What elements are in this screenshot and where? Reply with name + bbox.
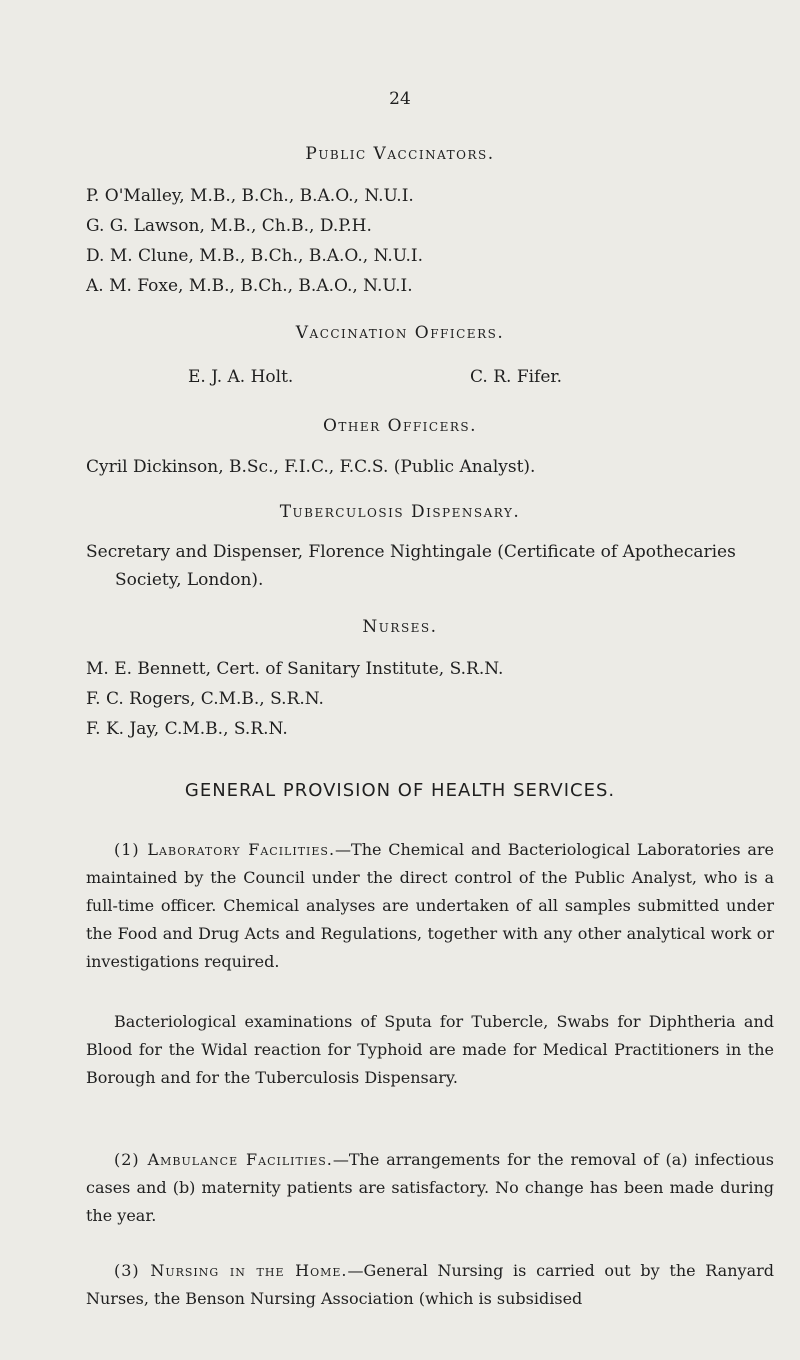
paragraph-lead: (3) Nursing in the Home. (114, 1261, 348, 1280)
public-vaccinators-heading: Public Vaccinators. (305, 144, 495, 164)
vaccinator-name: A. M. Foxe, M.B., B.Ch., B.A.O., N.U.I. (86, 276, 413, 296)
dispensary-secretary-line: Society, London). (115, 570, 264, 590)
paragraph-nursing (86, 1257, 774, 1313)
nurses-heading: Nurses. (362, 617, 438, 637)
paragraph-laboratory (86, 836, 774, 976)
nurse-name: M. E. Bennett, Cert. of Sanitary Institute, S.R.N. (86, 659, 504, 679)
vaccinator-name: D. M. Clune, M.B., B.Ch., B.A.O., N.U.I. (86, 246, 424, 266)
paragraph-lead: (2) Ambulance Facilities. (114, 1150, 333, 1169)
paragraph-text: —The Chemical and Bacteriological Laboratories are maintained by the Council under the direct control of the Public Analyst, who is a full-time officer. Chemical analyses are undertaken of all samples submitted under the Food and Drug Acts and Regulations, together with any other analytical work or investigations required. (86, 840, 774, 971)
nurse-name: F. C. Rogers, C.M.B., S.R.N. (86, 689, 324, 709)
paragraph-text: —General Nursing is carried out by the Ranyard Nurses, the Benson Nursing Association (which is subsidised (86, 1261, 774, 1308)
paragraph-text: Bacteriological examinations of Sputa for Tubercle, Swabs for Diphtheria and Blood for the Widal reaction for Typhoid are made for Medical Practitioners in the Borough and for the Tuberculosis Dispensary. (86, 1012, 774, 1087)
nurse-name: F. K. Jay, C.M.B., S.R.N. (86, 719, 288, 739)
vaccination-officer-name: E. J. A. Holt. (188, 367, 294, 387)
page-number: 24 (389, 89, 411, 109)
general-provision-title: GENERAL PROVISION OF HEALTH SERVICES. (184, 780, 616, 801)
other-officer-name: Cyril Dickinson, B.Sc., F.I.C., F.C.S. (Public Analyst). (86, 457, 536, 477)
other-officers-heading: Other Officers. (322, 416, 478, 436)
paragraph-bacteriological (86, 1008, 774, 1092)
vaccinator-name: P. O'Malley, M.B., B.Ch., B.A.O., N.U.I. (86, 186, 414, 206)
vaccination-officers-heading: Vaccination Officers. (295, 323, 505, 343)
tuberculosis-dispensary-heading: Tuberculosis Dispensary. (279, 502, 521, 522)
vaccination-officer-name: C. R. Fifer. (470, 367, 563, 387)
vaccinator-name: G. G. Lawson, M.B., Ch.B., D.P.H. (86, 216, 372, 236)
paragraph-lead: (1) Laboratory Facilities. (114, 840, 336, 859)
dispensary-secretary-line: Secretary and Dispenser, Florence Nightingale (Certificate of Apothecaries (86, 542, 736, 562)
paragraph-text: —The arrangements for the removal of (a) infectious cases and (b) maternity patients are satisfactory. No change has been made during the year. (86, 1150, 775, 1225)
paragraph-ambulance (86, 1146, 774, 1230)
